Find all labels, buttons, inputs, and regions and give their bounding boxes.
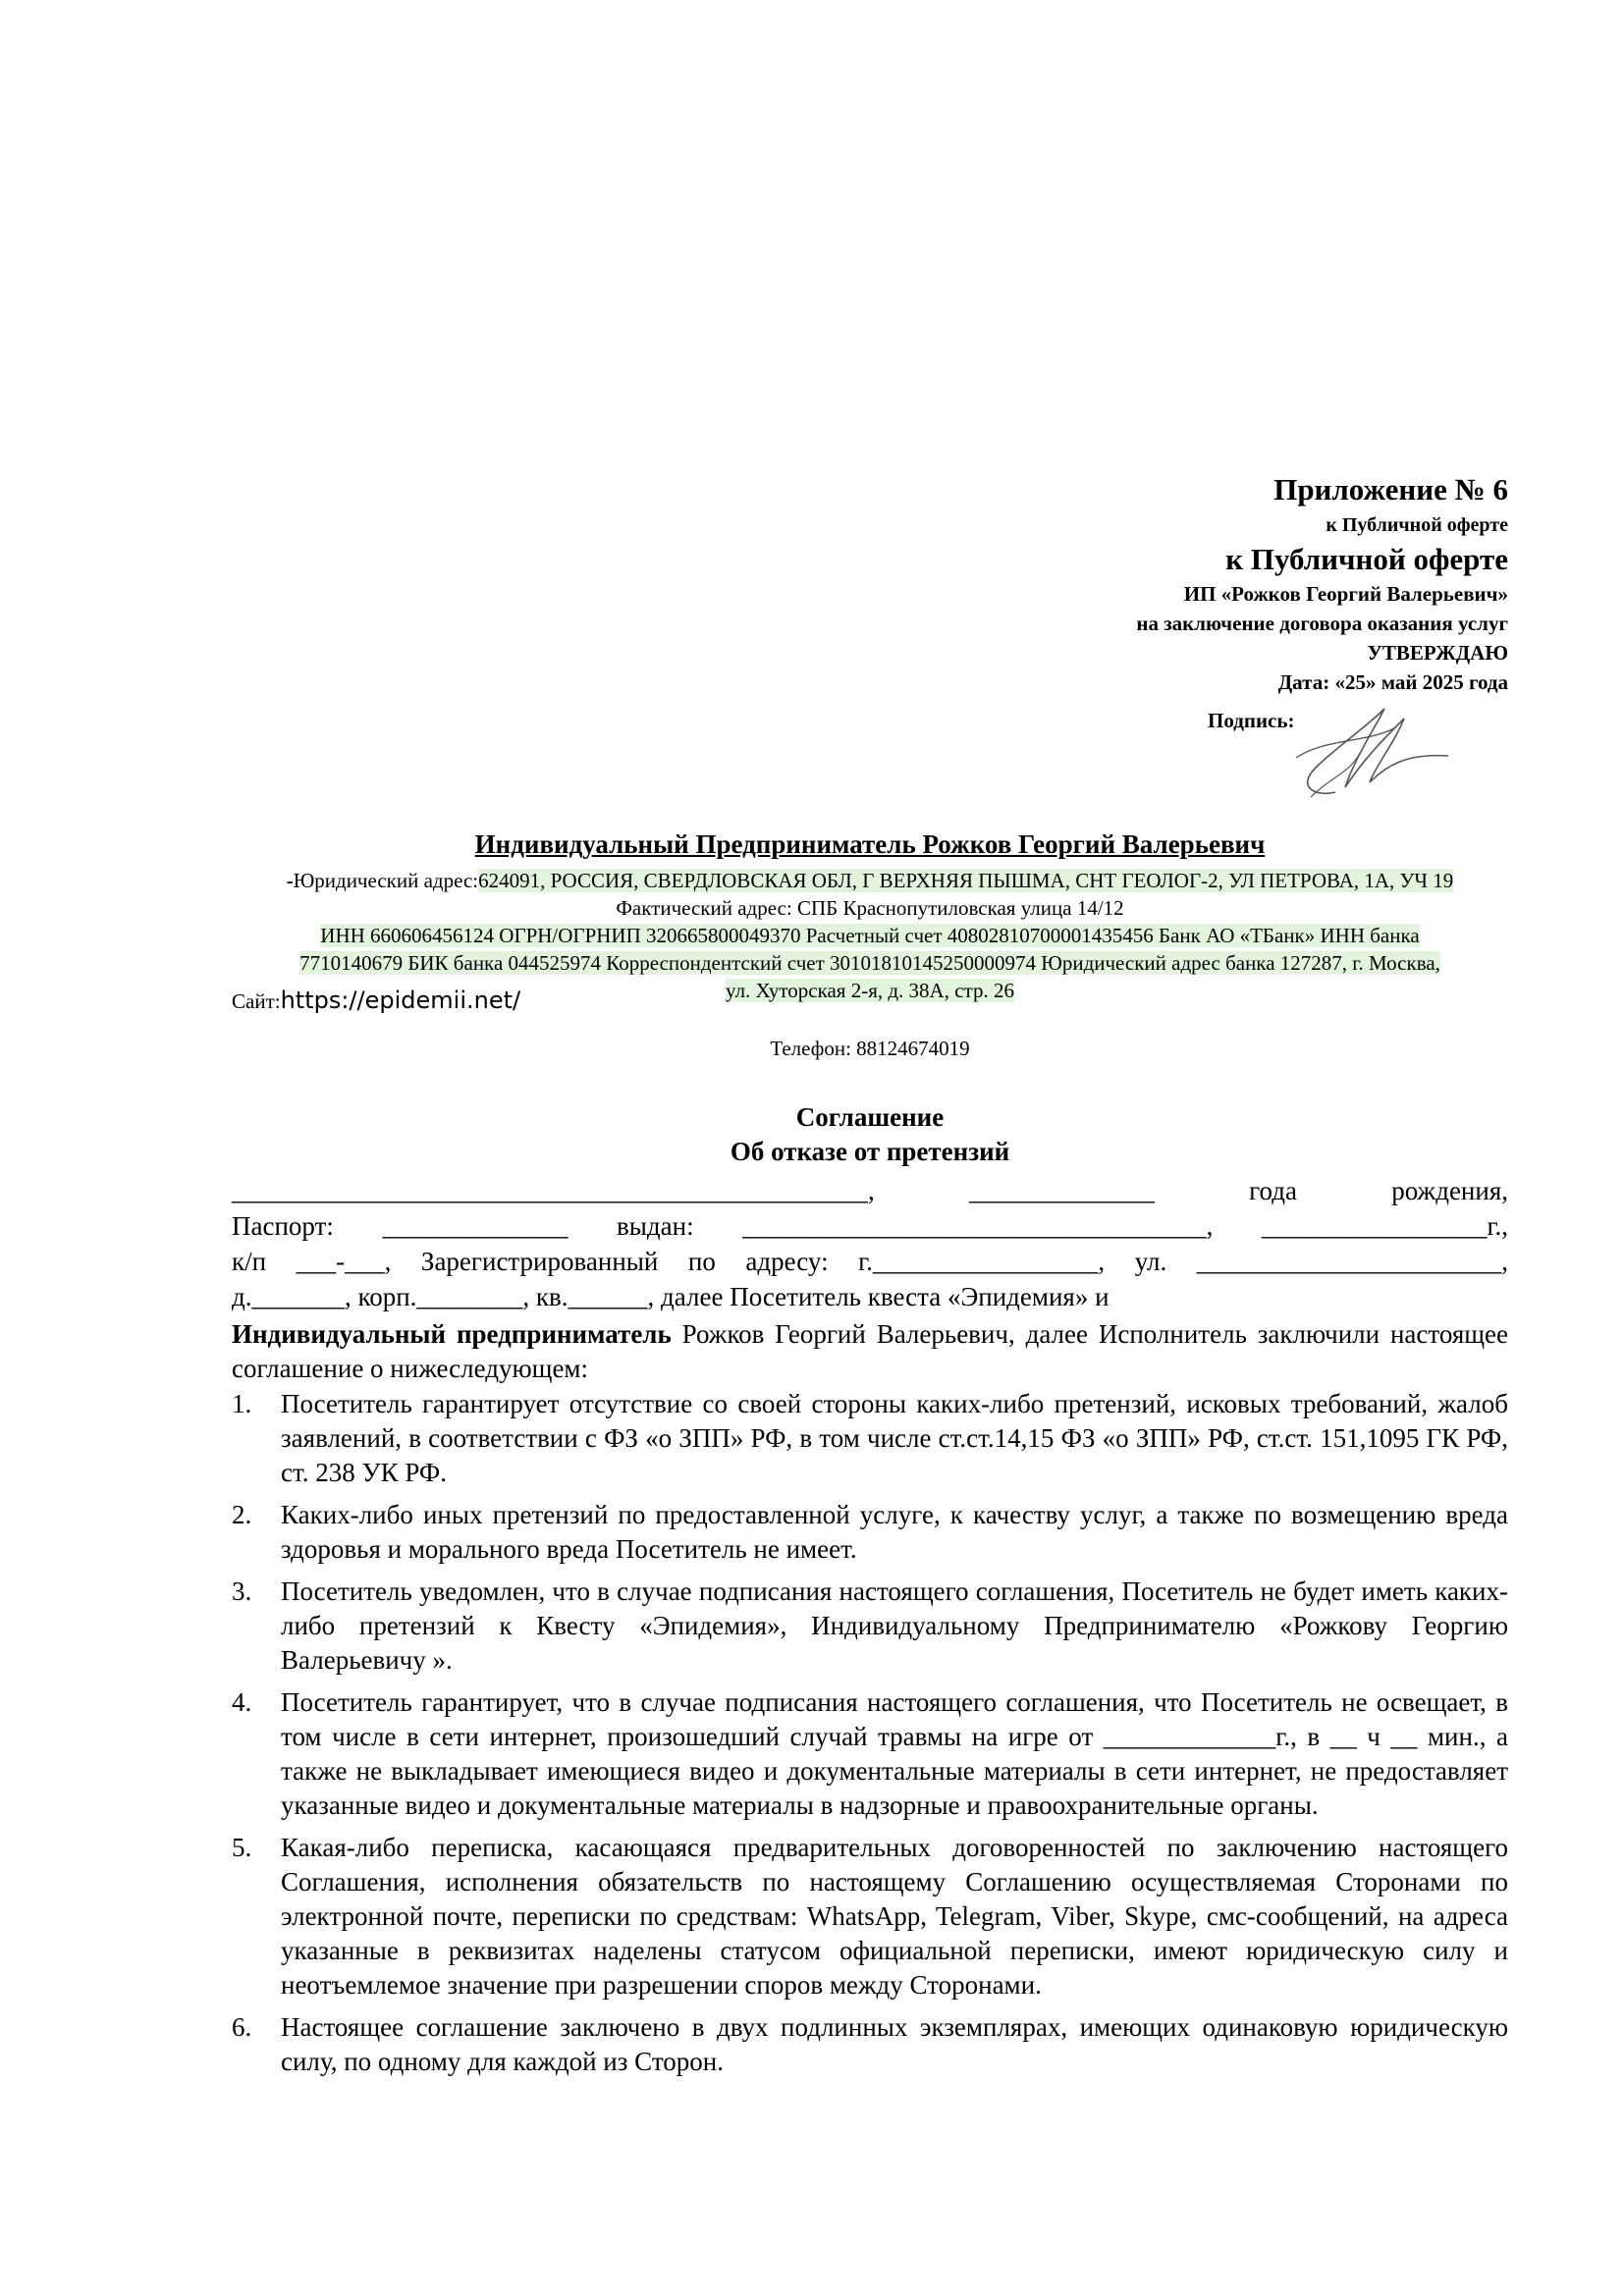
appendix-title: Приложение № 6: [1273, 472, 1508, 507]
street-label: ул.: [1134, 1247, 1167, 1276]
legal-address: 624091, РОССИЯ, СВЕРДЛОВСКАЯ ОБЛ, Г ВЕРХНЯЯ ПЫШМА, СНТ ГЕОЛОГ-2, УЛ ПЕТРОВА, 1А, УЧ 19: [478, 869, 1454, 892]
agreement-items: [232, 1387, 1508, 2087]
legal-address-label: Юридический адрес:: [293, 869, 479, 892]
birth-year-blank[interactable]: ______________: [968, 1176, 1155, 1205]
signature-label: Подпись:: [1208, 709, 1295, 732]
handwritten-signature: [1276, 699, 1453, 807]
form-line-address: [232, 1245, 1508, 1279]
kp-blank[interactable]: ___-___,: [296, 1247, 392, 1276]
passport-label: Паспорт:: [232, 1211, 334, 1241]
bank-line-2: 7710140679 БИК банка 044525974 Корреспондентский счет 30101810145250000974 Юридический адрес банка 127287, г. Москва,: [299, 951, 1440, 975]
name-blank[interactable]: ________________________________________________,: [232, 1176, 875, 1205]
bank-line-3: ул. Хуторская 2-я, д. 38А, стр. 26: [726, 979, 1014, 1002]
phone-line: Телефон: 88124674019: [770, 1037, 970, 1060]
executor-rest: Рожков Георгий Валерьевич, далее Исполнитель заключили настоящее соглашение о нижеследующем:: [232, 1319, 1508, 1383]
list-item: 2. Каких-либо иных претензий по предоставленной услуге, к качеству услуг, а также по возмещению вреда здоровья и морального вреда Посетитель не имеет.: [232, 1500, 1508, 1564]
address-word: адресу:: [745, 1247, 829, 1276]
site-url[interactable]: https://epidemii.net/: [280, 987, 521, 1014]
approve-label: УТВЕРЖДАЮ: [1367, 641, 1508, 665]
list-item: 3. Посетитель уведомлен, что в случае подписания настоящего соглашения, Посетитель не будет иметь каких-либо претензий к Квесту «Эпидемия», Индивидуальному Предпринимателю «Рожкову Георгию Валерьевичу ».: [232, 1576, 1508, 1675]
actual-address: Фактический адрес: СПБ Краснопутиловская улица 14/12: [616, 896, 1124, 920]
agreement-title: Соглашение: [795, 1102, 945, 1132]
company-name: Индивидуальный Предприниматель Рожков Георгий Валерьевич: [474, 829, 1266, 859]
site-label: Сайт:: [232, 989, 281, 1013]
agreement-subtitle: Об отказе от претензий: [730, 1137, 1010, 1166]
ip-name: ИП «Рожков Георгий Валерьевич»: [1183, 582, 1508, 606]
list-item: 4. Посетитель гарантирует, что в случае подписания настоящего соглашения, что Посетитель не освещает, в том числе в сети интернет, произошедший случай травмы на игре от _____________г., в __ ч __ мин., а также не выкладывает имеющиеся видео и документальные материалы в сети интернет, не предоставляет указанные видео и документальные материалы в надзорные и правоохранительные органы.: [232, 1687, 1508, 1820]
executor-bold: Индивидуальный предприниматель: [232, 1319, 672, 1349]
list-item: 5. Какая-либо переписка, касающаяся предварительных договоренностей по заключению настоящего Соглашения, исполнения обязательств по настоящему Соглашению осуществляемая Сторонами по электронной почте, переписки по средствам: WhatsApp, Telegram, Viber, Skype, смс-сообщений, на адреса указанные в реквизитах наделены статусом официальной переписки, имеют юридическую силу и неотъемлемое значение при разрешении споров между Сторонами.: [232, 1833, 1508, 2000]
year-word: года: [1249, 1176, 1298, 1205]
passport-number-blank[interactable]: ______________: [382, 1211, 568, 1241]
street-blank[interactable]: _______________________,: [1196, 1247, 1509, 1276]
issued-label: выдан:: [617, 1211, 694, 1241]
registered-word: Зарегистрированный: [420, 1247, 659, 1276]
at-word: по: [687, 1247, 716, 1276]
birth-word: рождения,: [1391, 1176, 1508, 1205]
header-block: [1136, 469, 1508, 697]
executor-paragraph: [232, 1317, 1508, 1386]
contract-line: на заключение договора оказания услуг: [1136, 612, 1508, 635]
offer-subtitle-large: к Публичной оферте: [1225, 542, 1508, 576]
issued-by-blank[interactable]: ___________________________________,: [742, 1211, 1214, 1241]
offer-subtitle-small: к Публичной оферте: [1326, 514, 1508, 536]
list-item: 6. Настоящее соглашение заключено в двух подлинных экземплярах, имеющих одинаковую юридическую силу, по одному для каждой из Сторон.: [232, 2012, 1508, 2076]
city-blank[interactable]: г._________________,: [858, 1247, 1106, 1276]
bank-line-1: ИНН 660606456124 ОГРН/ОГРНИП 320665800049370 Расчетный счет 40802810700001435456 Банк АО «ТБанк» ИНН банка: [320, 924, 1420, 947]
form-line-passport: [232, 1209, 1508, 1244]
legal-address-line: -Юридический адрес:624091, РОССИЯ, СВЕРДЛОВСКАЯ ОБЛ, Г ВЕРХНЯЯ ПЫШМА, СНТ ГЕОЛОГ-2, УЛ ПЕТРОВА, 1А, УЧ 19: [286, 869, 1454, 892]
list-item: 1. Посетитель гарантирует отсутствие со своей стороны каких-либо претензий, исковых требований, жалоб заявлений, в соответствии с ФЗ «о ЗПП» РФ, в том числе ст.ст.14,15 ФЗ «о ЗПП» РФ, ст.ст. 151,1095 ГК РФ, ст. 238 УК РФ.: [232, 1389, 1508, 1487]
site-line: [232, 987, 520, 1014]
form-line-name: [232, 1174, 1508, 1208]
issue-date-blank[interactable]: _________________г.,: [1262, 1211, 1509, 1241]
kp-label: к/п: [232, 1247, 267, 1276]
approval-date: Дата: «25» май 2025 года: [1277, 670, 1508, 694]
form-line-house: д._______, корп.________, кв.______, далее Посетитель квеста «Эпидемия» и: [232, 1282, 1110, 1311]
